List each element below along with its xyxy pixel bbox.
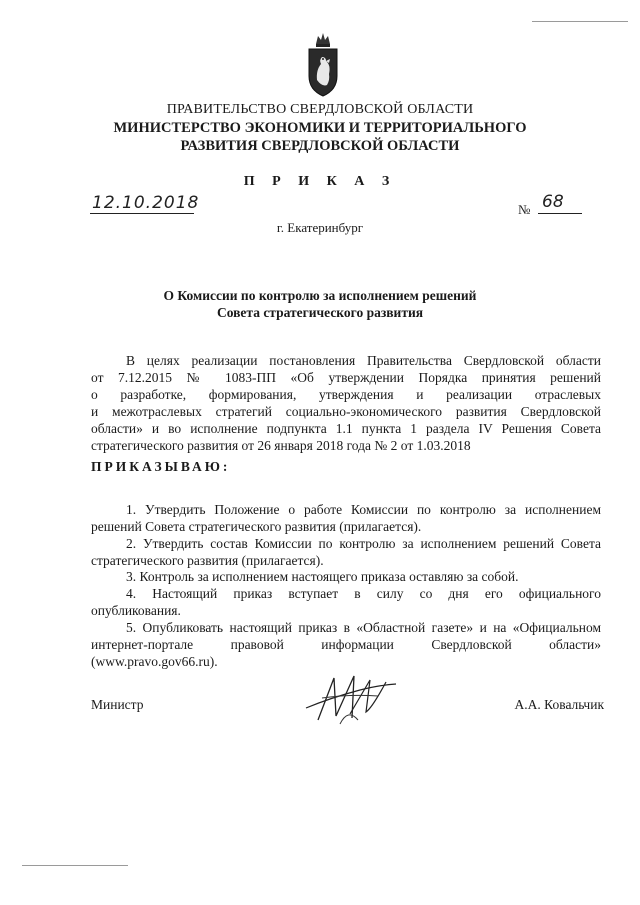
coat-of-arms-icon [303,30,343,100]
preamble-line: и межотраслевых стратегий социально-экономического развития Свердловской [91,404,601,419]
order-word: ПРИКАЗЫВАЮ: [91,459,231,474]
subject-line-2: Совета стратегического развития [216,305,424,320]
document-type-title: П Р И К А З [243,174,397,189]
scan-artifact-top-line [532,21,628,22]
order-item-line: решений Совета стратегического развития (прилагается). [91,519,422,534]
scan-artifact-bottom-line [22,865,128,866]
subject-line-1: О Комиссии по контролю за исполнением решений [163,288,477,303]
ministry-name-line1: МИНИСТЕРСТВО ЭКОНОМИКИ И ТЕРРИТОРИАЛЬНОГО [113,120,527,136]
order-item-line: опубликования. [91,603,181,618]
order-item-line: стратегического развития (прилагается). [91,553,324,568]
order-item-line: 3. Контроль за исполнением настоящего приказа оставляю за собой. [126,569,519,584]
date-underline [90,213,194,214]
number-label: № [518,202,531,217]
signer-position: Министр [91,697,144,712]
preamble-line: В целях реализации постановления Правительства Свердловской области [126,353,601,368]
preamble-line: стратегического развития от 26 января 2018 года № 2 от 1.03.2018 [91,438,471,453]
order-item-line: 2. Утвердить состав Комиссии по контролю за исполнением решений Совета [126,536,601,551]
preamble-line: о разработке, формирования, утверждения и реализации отраслевых [91,387,601,402]
order-item-line: 1. Утвердить Положение о работе Комиссии по контролю за исполнением [126,502,601,517]
handwritten-signature-icon [300,668,400,728]
document-number: 68 [542,192,564,212]
signer-name: А.А. Ковальчик [514,697,604,712]
order-item-line: 4. Настоящий приказ вступает в силу со дня его официального [126,586,601,601]
government-name: ПРАВИТЕЛЬСТВО СВЕРДЛОВСКОЙ ОБЛАСТИ [166,102,474,117]
order-item-line: интернет-портале правовой информации Свердловской области» [91,637,601,652]
ministry-name-line2: РАЗВИТИЯ СВЕРДЛОВСКОЙ ОБЛАСТИ [180,138,460,154]
document-date: 12.10.2018 [92,193,200,213]
preamble-line: области» и во исполнение подпункта 1.1 пункта 1 раздела IV Решения Совета [91,421,601,436]
city: г. Екатеринбург [276,220,364,235]
order-item-line: (www.pravo.gov66.ru). [91,654,218,669]
order-item-line: 5. Опубликовать настоящий приказ в «Областной газете» и на «Официальном [126,620,601,635]
number-underline [538,213,582,214]
preamble-line: от 7.12.2015 № 1083-ПП «Об утверждении Порядка принятия решений [91,370,601,385]
